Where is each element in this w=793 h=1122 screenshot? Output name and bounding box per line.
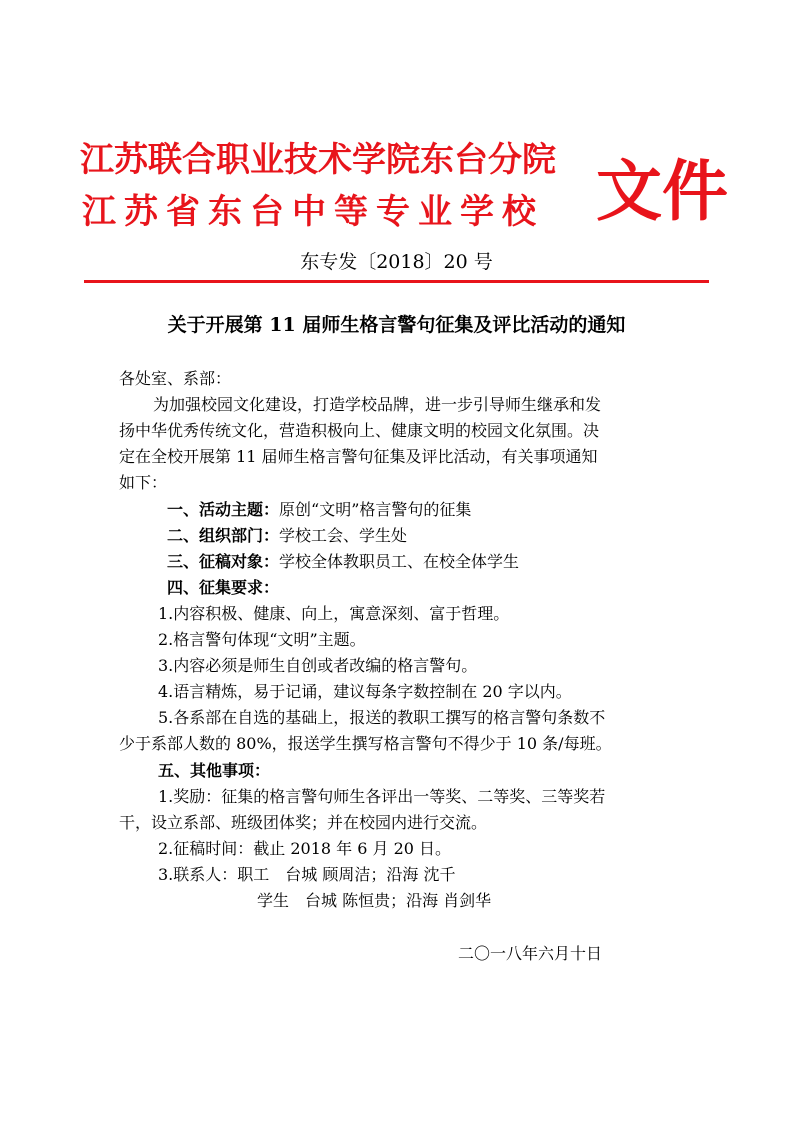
intro-line-2: 扬中华优秀传统文化，营造积极向上、健康文明的校园文化氛围。决 — [119, 421, 600, 440]
intro-line-4: 如下： — [119, 473, 168, 492]
other-item-3: 3.联系人：职工 台城 顾周洁；沿海 沈千 — [158, 865, 456, 884]
section-2-text: 学校工会、学生处 — [279, 526, 408, 545]
section-1-text: 原创“文明”格言警句的征集 — [279, 500, 472, 519]
other-item-2: 2.征稿时间：截止 2018 年 6 月 20 日。 — [158, 839, 452, 858]
other-item-1-cont: 干，设立系部、班级团体奖；并在校园内进行交流。 — [119, 813, 488, 832]
section-3 — [167, 548, 519, 575]
intro-line-1: 为加强校园文化建设，打造学校品牌，进一步引导师生继承和发 — [153, 395, 602, 414]
requirement-5-cont: 少于系部人数的 80%，报送学生撰写格言警句不得少于 10 条/每班。 — [119, 734, 612, 753]
salutation: 各处室、系部： — [119, 369, 232, 388]
section-5-label: 五、其他事项： — [158, 761, 271, 780]
document-word: 文件 — [596, 152, 728, 230]
section-1-label: 一、活动主题： — [167, 500, 280, 519]
section-3-label: 三、征稿对象： — [167, 552, 280, 571]
requirement-4: 4.语言精炼，易于记诵，建议每条字数控制在 20 字以内。 — [158, 682, 572, 701]
requirement-3: 3.内容必须是师生自创或者改编的格言警句。 — [158, 656, 478, 675]
section-2 — [167, 522, 407, 549]
document-number: 东专发〔2018〕20 号 — [300, 251, 493, 273]
other-item-3-cont: 学生 台城 陈恒贵；沿海 肖剑华 — [257, 891, 492, 910]
requirement-2: 2.格言警句体现“文明”主题。 — [158, 630, 366, 649]
org-name-line2: 江苏省东台中等专业学校 — [82, 192, 544, 232]
other-item-1: 1.奖励：征集的格言警句师生各评出一等奖、二等奖、三等奖若 — [158, 787, 606, 806]
requirement-5: 5.各系部在自选的基础上，报送的教职工撰写的格言警句条数不 — [158, 708, 606, 727]
notice-title: 关于开展第 11 届师生格言警句征集及评比活动的通知 — [167, 314, 626, 336]
org-name-line1: 江苏联合职业技术学院东台分院 — [80, 140, 556, 180]
section-3-text: 学校全体教职员工、在校全体学生 — [279, 552, 520, 571]
section-1 — [167, 496, 471, 523]
section-2-label: 二、组织部门： — [167, 526, 280, 545]
intro-line-3: 定在全校开展第 11 届师生格言警句征集及评比活动，有关事项通知 — [119, 447, 598, 466]
header-divider — [84, 280, 709, 283]
section-4-label: 四、征集要求： — [167, 578, 280, 597]
requirement-1: 1.内容积极、健康、向上，寓意深刻、富于哲理。 — [158, 604, 510, 623]
issue-date: 二〇一八年六月十日 — [458, 944, 603, 963]
